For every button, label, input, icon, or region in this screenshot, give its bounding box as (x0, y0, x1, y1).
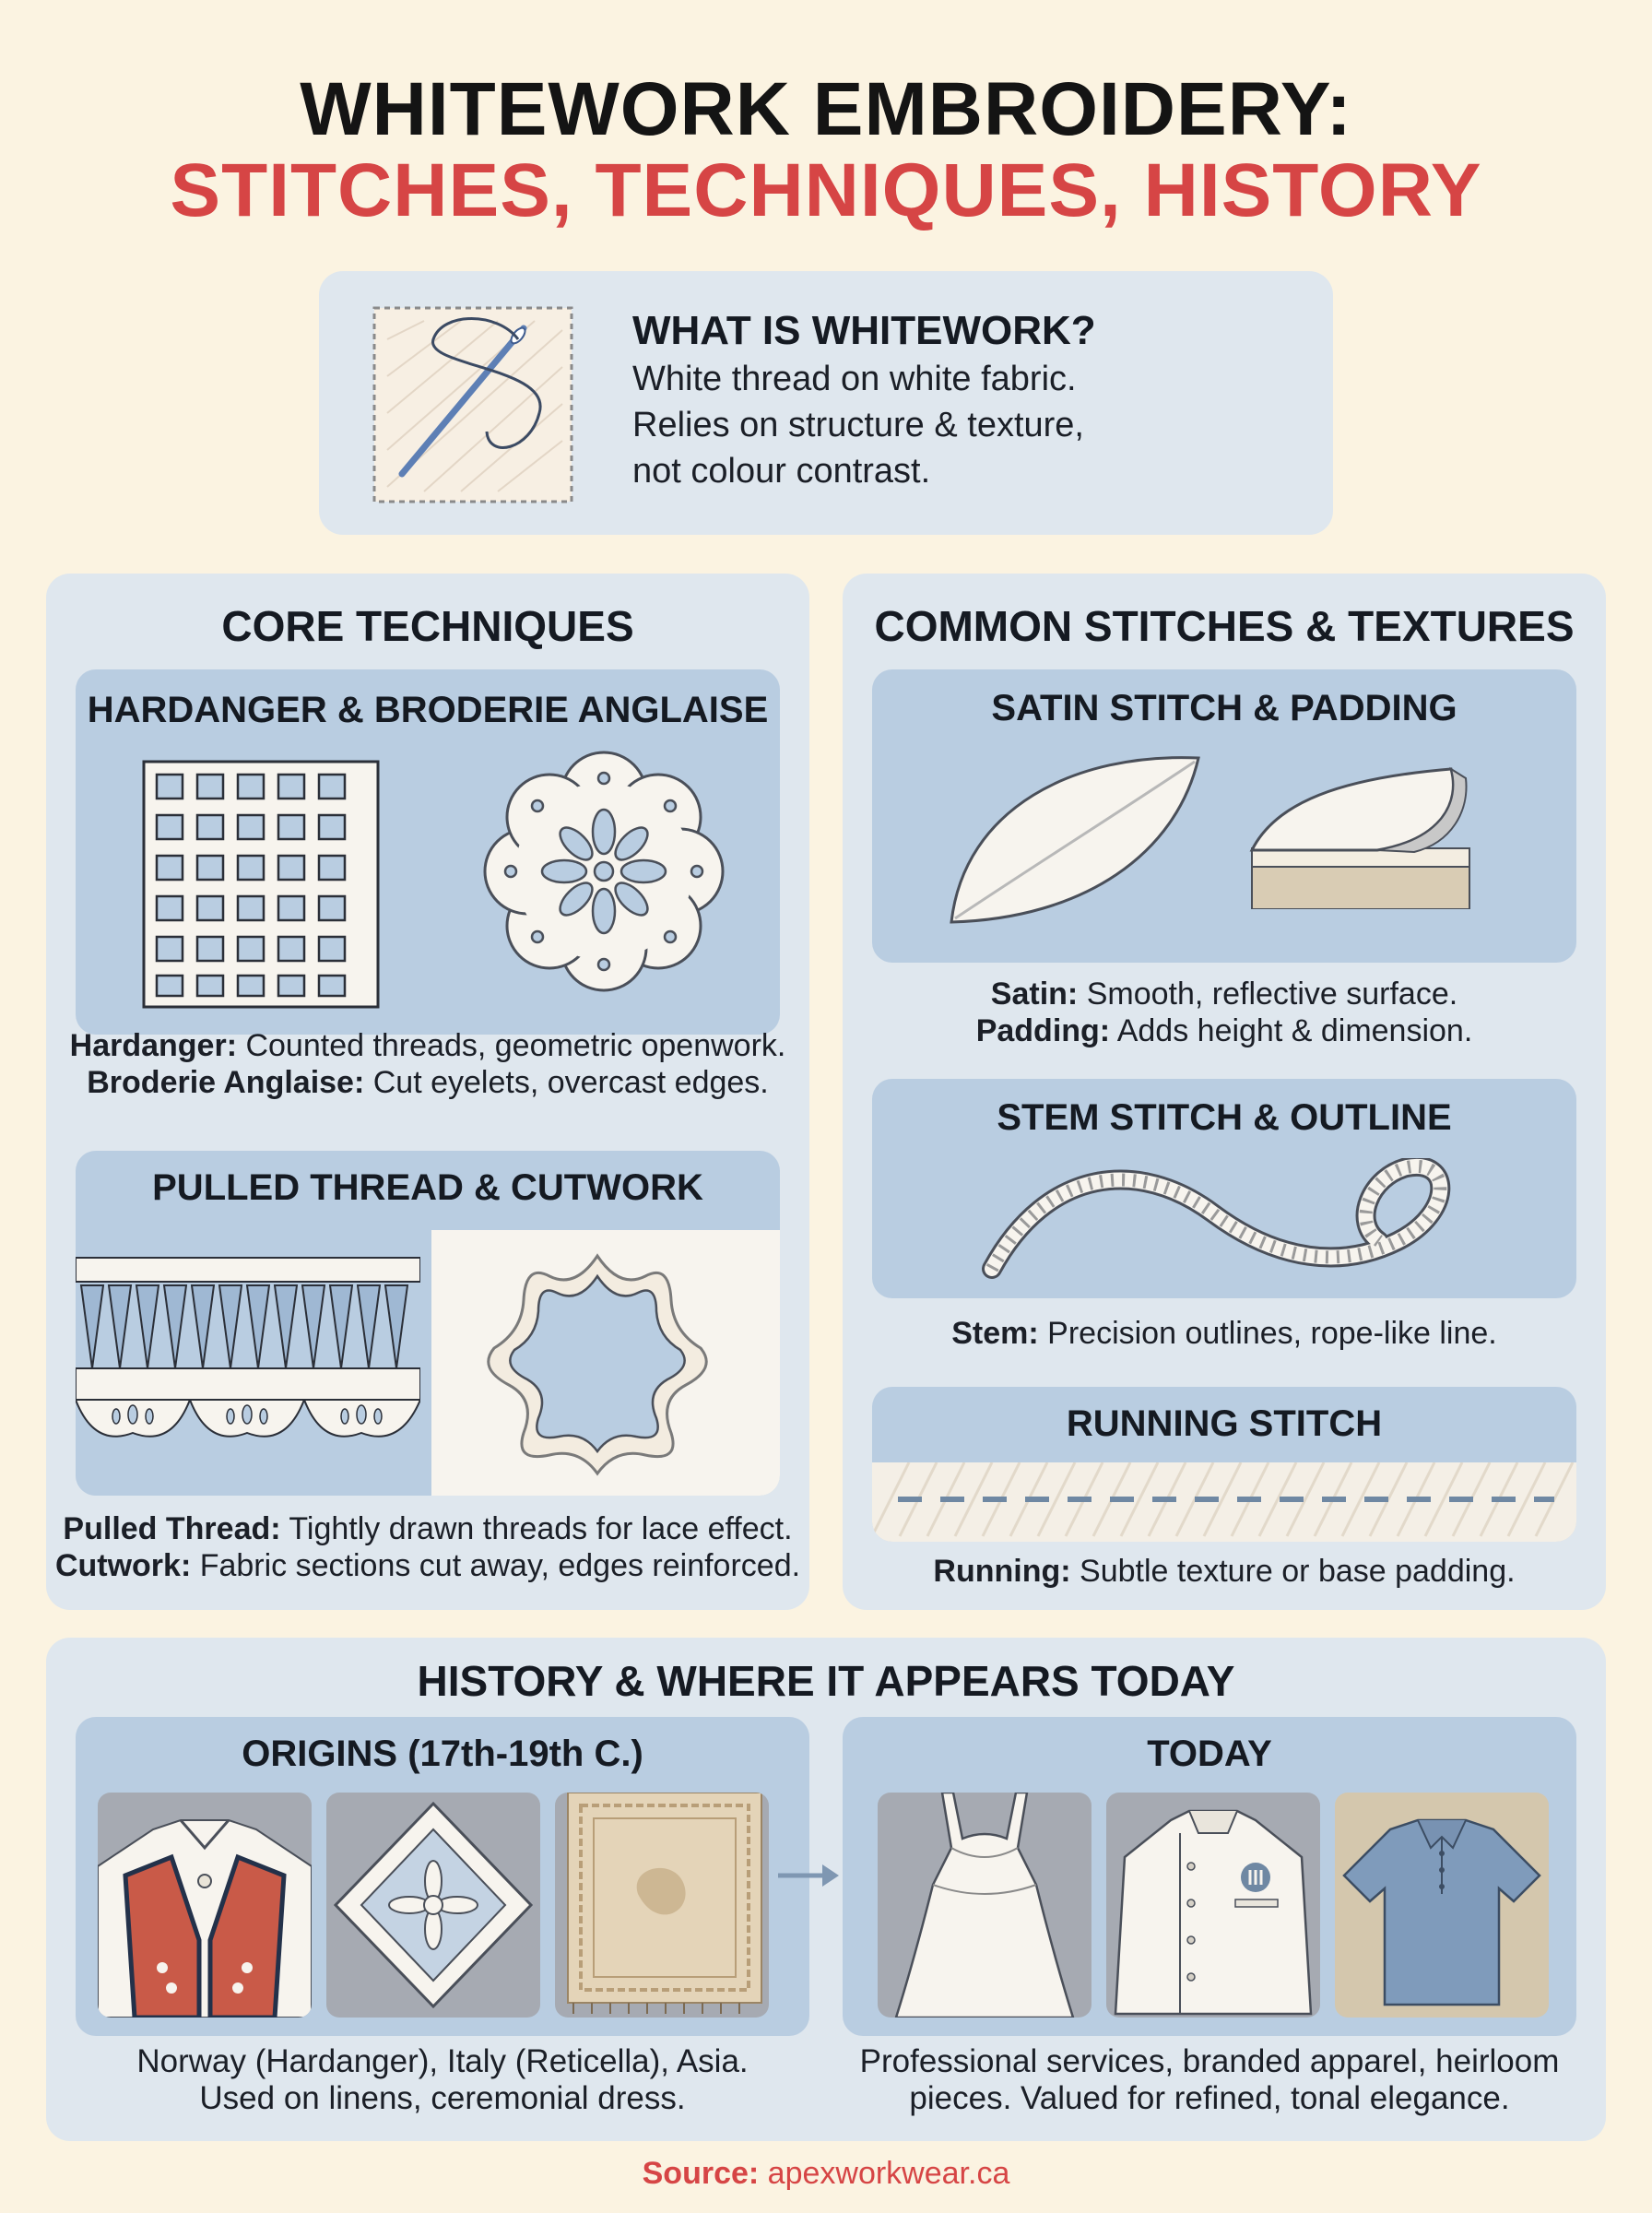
core-techniques-panel (46, 574, 809, 1610)
chef-coat-image (1106, 1793, 1320, 2018)
origins-caption-1: Norway (Hardanger), Italy (Reticella), Asia. (136, 2043, 749, 2079)
hardanger-card (76, 669, 780, 1035)
polo-shirt-image (1335, 1793, 1549, 2018)
satin-card-title: SATIN STITCH & PADDING (991, 688, 1457, 728)
stem-card (872, 1079, 1576, 1298)
rope-stitch-illustration (974, 1158, 1490, 1287)
history-heading: HISTORY & WHERE IT APPEARS TODAY (417, 1657, 1235, 1705)
intro-line-1: White thread on white fabric. (632, 360, 1077, 398)
today-caption-1: Professional services, branded apparel, heirloom (859, 2043, 1560, 2079)
embroidered-linen-image (555, 1793, 769, 2018)
eyelet-flower-illustration (481, 749, 726, 994)
satin-caption-2: Padding: Adds height & dimension. (975, 1013, 1473, 1048)
arrow-icon (774, 1859, 841, 1892)
intro-panel (319, 271, 1333, 535)
pulled-thread-lace-illustration (76, 1230, 420, 1496)
satin-leaf-illustration (946, 752, 1204, 928)
satin-card (872, 669, 1576, 963)
running-card-title: RUNNING STITCH (1066, 1403, 1383, 1444)
intro-line-2: Relies on structure & texture, (632, 406, 1084, 444)
page-subtitle: STITCHES, TECHNIQUES, HISTORY (170, 148, 1482, 232)
source-link[interactable]: apexworkwear.ca (759, 2156, 1010, 2191)
pulled-thread-caption-2: Cutwork: Fabric sections cut away, edges reinforced. (54, 1548, 801, 1583)
core-techniques-heading: CORE TECHNIQUES (221, 602, 634, 650)
pulled-thread-card-title: PULLED THREAD & CUTWORK (152, 1167, 703, 1208)
stem-caption: Stem: Precision outlines, rope-like line. (951, 1316, 1497, 1351)
running-stitch-illustration (872, 1462, 1576, 1542)
satin-caption-1: Satin: Smooth, reflective surface. (990, 976, 1458, 1012)
hardanger-caption-1: Hardanger: Counted threads, geometric openwork. (69, 1028, 786, 1063)
intro-heading: WHAT IS WHITEWORK? (632, 308, 1096, 353)
source-label: Source: (642, 2156, 760, 2191)
today-card (843, 1717, 1576, 2036)
source-credit (0, 2156, 1652, 2192)
intro-line-3: not colour contrast. (632, 452, 931, 491)
running-caption: Running: Subtle texture or base padding. (933, 1554, 1516, 1589)
pulled-thread-caption-1: Pulled Thread: Tightly drawn threads for lace effect. (63, 1511, 793, 1546)
wedding-dress-image (878, 1793, 1092, 2018)
origins-card (76, 1717, 809, 2036)
history-panel (46, 1638, 1606, 2141)
folk-costume-image (98, 1793, 312, 2018)
origins-card-title: ORIGINS (17th-19th C.) (242, 1734, 643, 1774)
origins-caption-2: Used on linens, ceremonial dress. (199, 2080, 686, 2116)
running-card (872, 1387, 1576, 1542)
today-card-title: TODAY (1147, 1734, 1272, 1774)
stitches-heading: COMMON STITCHES & TEXTURES (874, 602, 1575, 650)
needle-fabric-icon (369, 302, 577, 507)
hardanger-grid-illustration (136, 754, 385, 1014)
cutwork-star-illustration (431, 1230, 780, 1496)
padding-block-illustration (1248, 765, 1479, 909)
today-caption-2: pieces. Valued for refined, tonal elegance. (909, 2080, 1510, 2116)
reticella-lace-image (326, 1793, 540, 2018)
hardanger-card-title: HARDANGER & BRODERIE ANGLAISE (87, 690, 769, 730)
pulled-thread-card (76, 1151, 780, 1496)
stitches-panel (843, 574, 1606, 1610)
stem-card-title: STEM STITCH & OUTLINE (997, 1097, 1452, 1138)
page-title: WHITEWORK EMBROIDERY: (300, 67, 1352, 151)
hardanger-caption-2: Broderie Anglaise: Cut eyelets, overcast edges. (87, 1065, 769, 1100)
